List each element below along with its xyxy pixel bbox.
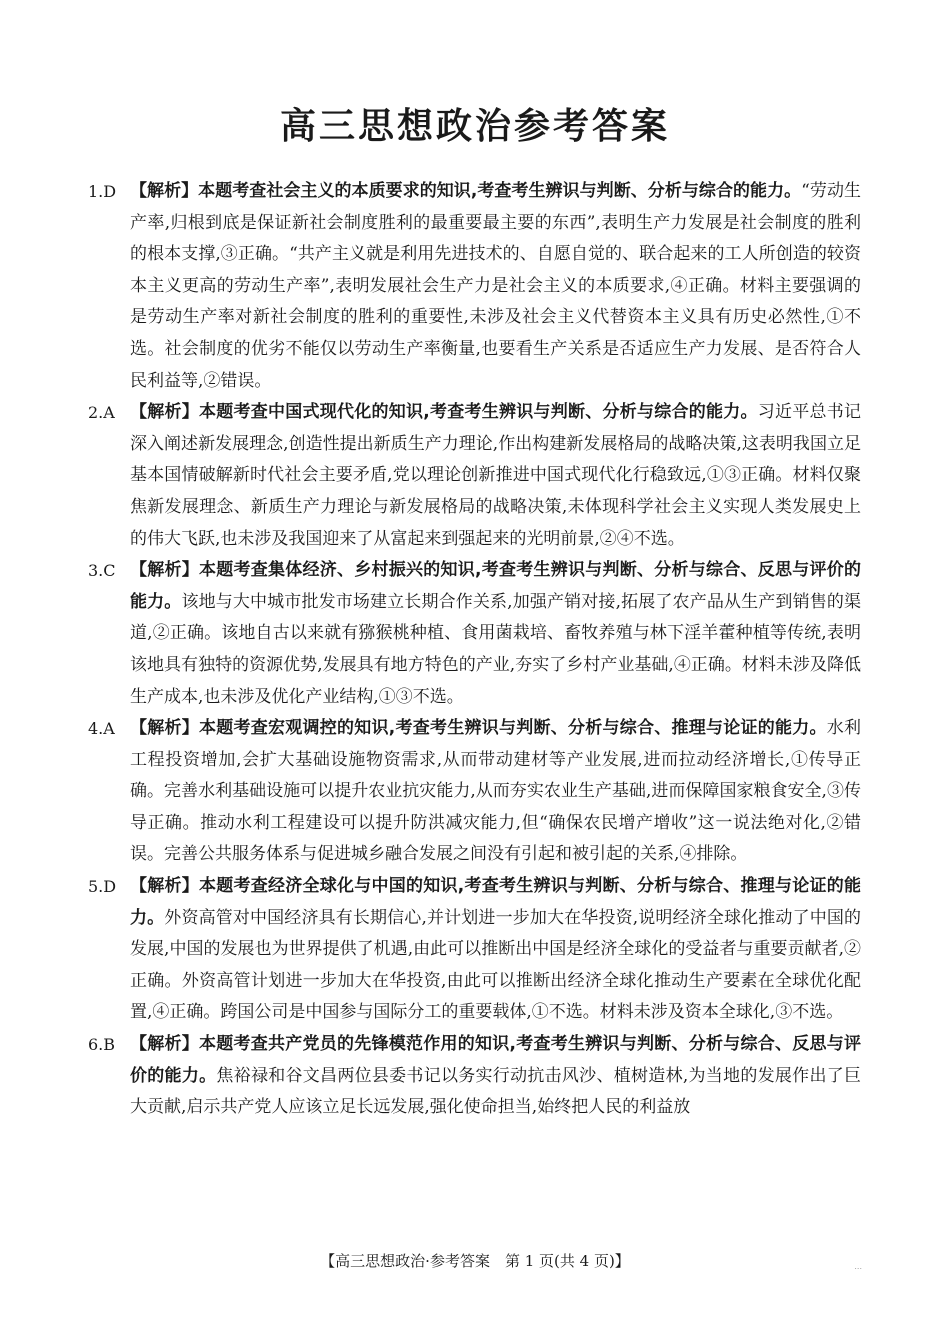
analysis-lead: 本题考查共产党员的先锋模范作用的知识,考查考生辨识与判断、分析与综合、反思与评价的能力。 (130, 1034, 862, 1086)
answer-item-3 (88, 555, 861, 713)
answer-body (130, 555, 861, 713)
answer-number: 3.C (88, 561, 116, 581)
answer-number: 5.D (88, 877, 117, 897)
analysis-tag: 【解析】 (130, 1034, 200, 1055)
analysis-tag: 【解析】 (130, 181, 199, 201)
analysis-lead: 本题考查经济全球化与中国的知识,考查考生辨识与判断、分析与综合、推理与论证的能力。 (130, 876, 862, 928)
answer-number: 1.D (88, 182, 117, 201)
analysis-text: 该地与大中城市批发市场建立长期合作关系,加强产销对接,拓展了农产品从生产到销售的渠道,②正确。该地自古以来就有猕猴桃种植、食用菌栽培、畜牧养殖与林下淫羊藿种植等传统,表明该地具有独特的资源优势,发展具有地方特色的产业,夯实了乡村产业基础,④正确。材料未涉及降低生产成本,也未涉及优化产业结构,①③不选。 (130, 591, 861, 707)
analysis-text: 习近平总书记深入阐述新发展理念,创造性提出新质生产力理论,作出构建新发展格局的战略决策,这表明我国立足基本国情破解新时代社会主要矛盾,党以理论创新推进中国式现代化行稳致远,①③正确。材料仅聚焦新发展理念、新质生产力理论与新发展格局的战略决策,未体现科学社会主义实现人类发展史上的伟大飞跃,也未涉及我国迎来了从富起来到强起来的光明前景,②④不选。 (130, 402, 862, 549)
analysis-text: “劳动生产率,归根到底是保证新社会制度胜利的最重要最主要的东西”,表明生产力发展是社会制度的胜利的根本支撑,③正确。“共产主义就是利用先进技术的、自愿自觉的、联合起来的工人所创造的较资本主义更高的劳动生产率”,表明发展社会生产力是社会主义的本质要求,④正确。材料主要强调的是劳动生产率对新社会制度的胜利的重要性,未涉及社会主义代替资本主义具有历史必然性,①不选。社会制度的优劣不能仅以劳动生产率衡量,也要看生产关系是否适应生产力发展、是否符合人民利益等,②错误。 (130, 181, 861, 391)
answer-body (130, 397, 861, 555)
answer-item-4 (88, 713, 861, 871)
analysis-text: 水利工程投资增加,会扩大基础设施物资需求,从而带动建材等产业发展,进而拉动经济增长,①传导正确。完善水利基础设施可以提升农业抗灾能力,从而夯实农业生产基础,进而保障国家粮食安全,③传导正确。推动水利工程建设可以提升防洪减灾能力,但“确保农民增产增收”这一说法绝对化,②错误。完善公共服务体系与促进城乡融合发展之间没有引起和被引起的关系,④排除。 (130, 718, 862, 865)
answer-list (88, 176, 861, 1124)
analysis-tag: 【解析】 (130, 876, 200, 897)
analysis-tag: 【解析】 (130, 560, 200, 581)
answer-item-1 (88, 176, 861, 397)
analysis-lead: 本题考查宏观调控的知识,考查考生辨识与判断、分析与综合、推理与论证的能力。 (199, 718, 827, 739)
answer-number: 6.B (88, 1035, 116, 1055)
answer-number: 4.A (88, 719, 115, 739)
answer-body (130, 871, 861, 1029)
analysis-tag: 【解析】 (130, 718, 200, 739)
analysis-text: 外资高管对中国经济具有长期信心,并计划进一步加大在华投资,说明经济全球化推动了中国的发展,中国的发展也为世界提供了机遇,由此可以推断出中国是经济全球化的受益者与重要贡献者,②正确。外资高管计划进一步加大在华投资,由此可以推断出经济全球化推动生产要素在全球优化配置,④正确。跨国公司是中国参与国际分工的重要载体,①不选。材料未涉及资本全球化,③不选。 (130, 907, 862, 1023)
analysis-lead: 本题考查中国式现代化的知识,考查考生辨识与判断、分析与综合的能力。 (199, 402, 758, 423)
corner-mark: ... (854, 1262, 862, 1271)
answer-item-2 (88, 397, 861, 555)
analysis-lead: 本题考查社会主义的本质要求的知识,考查考生辨识与判断、分析与综合的能力。 (198, 181, 802, 201)
analysis-tag: 【解析】 (130, 402, 200, 423)
answer-item-5 (88, 871, 861, 1029)
page-footer: 【高三思想政治·参考答案 第 1 页(共 4 页)】 (320, 1252, 630, 1270)
analysis-text: 焦裕禄和谷文昌两位县委书记以务实行动抗击风沙、植树造林,为当地的发展作出了巨大贡献,启示共产党人应该立足长远发展,强化使命担当,始终把人民的利益放 (130, 1065, 862, 1118)
answer-number: 2.A (88, 403, 115, 423)
answer-item-6 (88, 1029, 861, 1124)
analysis-lead: 本题考查集体经济、乡村振兴的知识,考查考生辨识与判断、分析与综合、反思与评价的能力。 (130, 560, 862, 612)
answer-body (130, 713, 861, 871)
page-title: 高三思想政治参考答案 (279, 106, 670, 147)
answer-body (130, 176, 861, 397)
answer-body (130, 1029, 861, 1124)
